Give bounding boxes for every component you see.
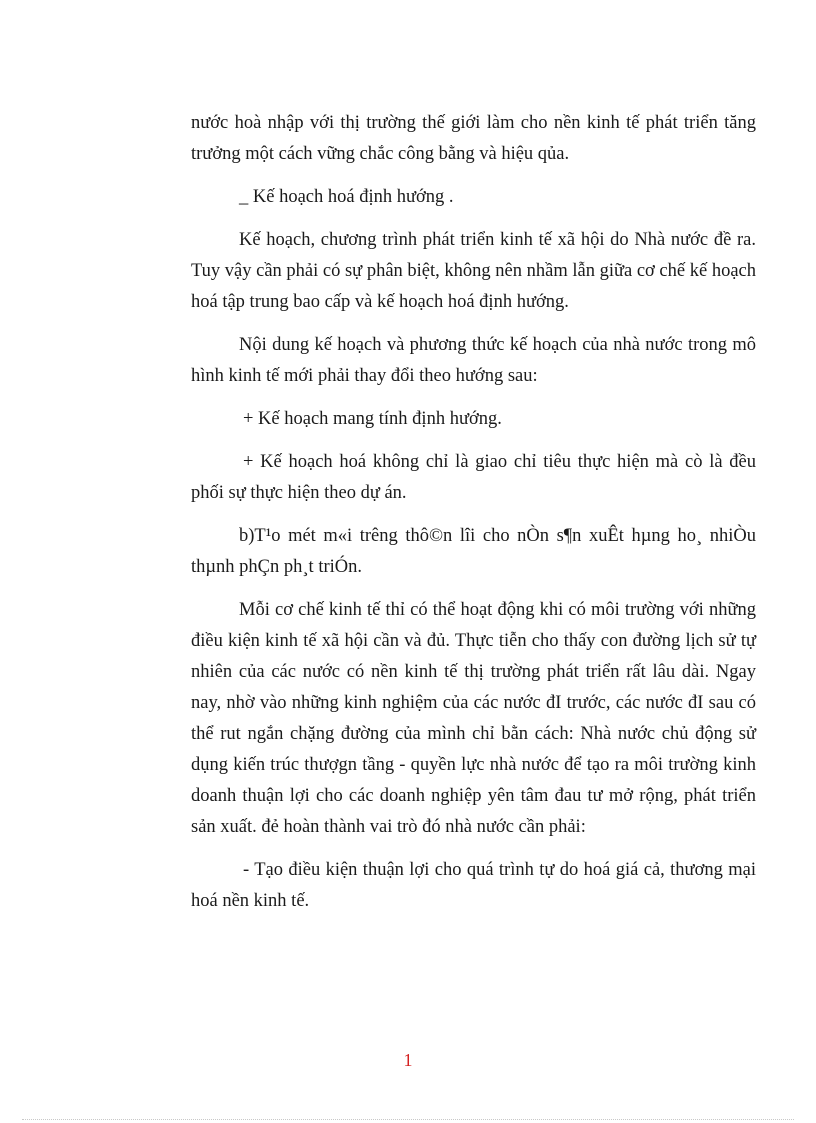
page-number: 1 [403,1050,413,1070]
document-body [191,108,756,929]
bullet-oriented-planning: + Kế hoạch mang tính định hướng. [243,409,502,429]
bullet-price-liberalization: - Tạo điều kiện thuận lợi cho quá trình tự do hoá giá cả, thương mại hoá nền kinh tế. [191,860,756,911]
paragraph-economic-mechanism: Mỗi cơ chế kinh tế thỉ có thể hoạt động khi có môi trường với những điều kiện kinh tế xã hội cần và đủ. Thực tiễn cho thấy con đường lịch sử tự nhiên của các nước có nền kinh tế thị trường phát triển rất lâu dài. Ngay nay, nhờ vào những kinh nghiệm của các nước đI trước, các nước đI sau có thể rut ngắn chặng đường của mình chỉ bằn cách: Nhà nước chủ động sử dụng kiến trúc thượgn tầng - quyền lực nhà nước để tạo ra môi trường kinh doanh thuận lợi cho các doanh nghiệp yên tâm đau tư mở rộng, phát triển sản xuất. đẻ hoàn thành vai trò đó nhà nước cần phải: [191,600,756,837]
paragraph-planning-programs: Kế hoạch, chương trình phát triển kinh tế xã hội do Nhà nước đề ra. Tuy vậy cần phải có sự phân biệt, không nên nhầm lẫn giữa cơ chế kế hoạch hoá tập trung bao cấp và kế hoạch hoá định hướng. [191,230,756,312]
heading-environment-section: b)T¹o mét m«i trêng thô©n lîi cho nÒn s¶n xuÊt hµng ho¸ nhiÒu thµnh phÇn ph¸t triÓn. [191,526,756,577]
page-bottom-divider [22,1119,794,1120]
heading-planning-orientation: _ Kế hoạch hoá định hướng . [239,187,454,207]
bullet-coordination: + Kế hoạch hoá không chỉ là giao chỉ tiêu thực hiện mà cò là đều phối sự thực hiện theo dự án. [191,452,756,503]
paragraph-intro-continuation: nước hoà nhập với thị trường thế giới làm cho nền kinh tế phát triển tăng trưởng một cách vững chắc công bằng và hiệu qủa. [191,113,756,164]
paragraph-planning-content: Nội dung kế hoạch và phương thức kế hoạch của nhà nước trong mô hình kinh tế mới phải thay đổi theo hướng sau: [191,335,756,386]
